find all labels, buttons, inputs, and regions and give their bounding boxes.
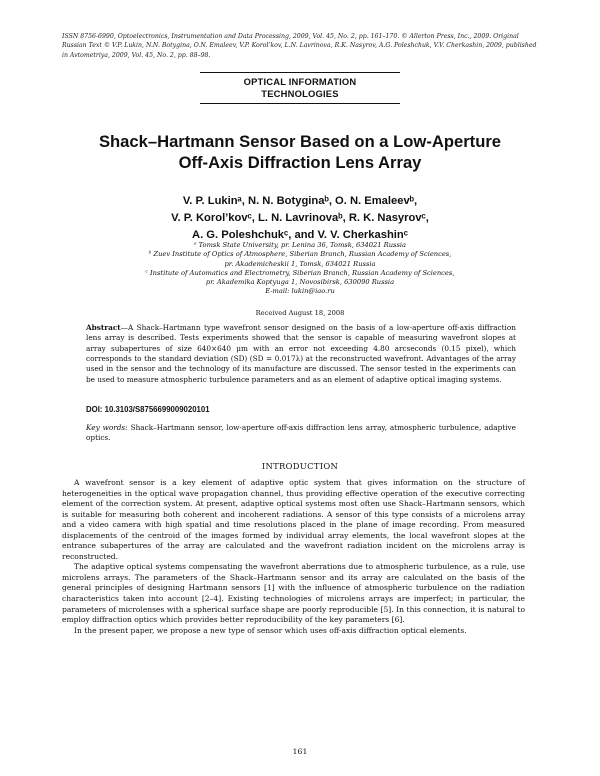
abstract-text: —A Shack–Hartmann type wavefront sensor designed on the basis of a low-aperture off-axis diffraction lens array is described. Tests experiments showed that the sensor is capable of measuring wavefront slopes at array subapertures of size 640×640 μm with an error not exceeding 4.80 arcseconds (0.15 pixel), which corresponds to the standard deviation (SD) (SD = 0.017λ) at the reconstructed wavefront. Advantages of the array used in the sensor and the technology of its manufacture are discussed. The sensor tested in the experiments can be used to measure atmospheric turbulence parameters and as an element of adaptive optical imaging systems.: [86, 323, 516, 384]
section-rule-bottom: [200, 103, 400, 104]
body-paragraph: In the present paper, we propose a new type of sensor which uses off-axis diffraction optical elements.: [74, 625, 467, 635]
author-line-2: V. P. Korol’kovᶜ, L. N. Lavrinovaᵇ, R. K. Nasyrovᶜ,: [171, 211, 429, 224]
paper-title-line-2: Off-Axis Diffraction Lens Array: [178, 152, 422, 172]
section-heading-line-1: OPTICAL INFORMATION: [243, 76, 357, 87]
affiliation-line: ᵃ Tomsk State University, pr. Lenina 36, Tomsk, 634021 Russia: [193, 241, 407, 249]
body-paragraph: A wavefront sensor is a key element of adaptive optic system that gives information on the structure of heterogeneities in the optical wave propagation channel, thus providing effective operation of the executive correcting element of the correction system. At present, adaptive optical systems most often use Shack–Hartmann sensors, which is suitable for measuring both coherent and incoherent radiations. A sensor of this type consists of a microlens array and a video camera with high spatial and time resolutions placed in the plane of image recording. From measured displacements of the centroid of the images formed by individual array elements, the local wavefront slopes at the entrance subapertures of the array are calculated and the wavefront radiation incident on the microlens array is reconstructed.: [62, 478, 525, 561]
author-line-3: A. G. Poleshchukᶜ, and V. V. Cherkashinᶜ: [192, 228, 408, 241]
section-heading: [200, 76, 400, 101]
author-line-1: V. P. Lukinᵃ, N. N. Botyginaᵇ, O. N. Emaleevᵇ,: [182, 195, 418, 207]
author-email: E-mail: lukin@iao.ru: [265, 287, 335, 296]
abstract-label: Abstract: [86, 323, 121, 332]
section-rule-top: [200, 72, 400, 73]
affiliation-line: ᵇ Zuev Institute of Optics of Atmosphere, Siberian Branch, Russian Academy of Sciences,: [148, 250, 452, 259]
abstract: [86, 323, 516, 385]
page-number: 161: [292, 747, 308, 756]
author-list: [60, 193, 540, 243]
publication-header-note: ISSN 8756-6990, Optoelectronics, Instrumentation and Data Processing, 2009, Vol. 45, No. 2, pp. 161–170. © Allerton Press, Inc., 2009. Original Russian Text © V.P. Lukin, N.N. Botygina, O.N. Emaleev, V.P. Korol’kov, L.N. Lavrinova, R.K. Nasyrov, A.G. Poleshchuk, V.V. Cherkashin, 2009, published in Avtometriya, 2009, Vol. 45, No. 2, pp. 88–98.: [62, 33, 537, 59]
keywords: [86, 423, 516, 444]
section-heading-line-2: TECHNOLOGIES: [261, 88, 339, 100]
paper-title-line-1: Shack–Hartmann Sensor Based on a Low-Aperture: [98, 132, 502, 151]
affiliation-line: pr. Akademicheskii 1, Tomsk, 634021 Russia: [224, 259, 376, 268]
body-paragraph: The adaptive optical systems compensating the wavefront aberrations due to atmospheric turbulence, as a rule, use microlens arrays. The parameters of the Shack–Hartmann sensor and its array are calculated on the basis of the general principles of designing Hartmann sensors [1] with the influence of atmospheric turbulence on the radiation characteristics taken into account [2–4]. Existing technologies of microlens arrays are imperfect; in particular, the parameters of microlenses with a spherical surface shape are poorly reproducible [5]. In this connection, it is natural to employ diffraction optics which provides better reproducibility of the key parameters [6].: [62, 562, 525, 625]
received-date: Received August 18, 2008: [255, 309, 345, 317]
affiliation-line: pr. Akademika Koptyuga 1, Novosibirsk, 630090 Russia: [205, 278, 395, 287]
affiliation-line: ᶜ Institute of Automatics and Electrometry, Siberian Branch, Russian Academy of Sciences,: [145, 268, 455, 277]
introduction-body: [62, 478, 525, 636]
keywords-text: Shack–Hartmann sensor, low-aperture off-axis diffraction lens array, atmospheric turbulence, adaptive optics.: [86, 423, 516, 443]
introduction-heading: INTRODUCTION: [261, 461, 339, 471]
keywords-label: Key words:: [86, 423, 128, 432]
doi: DOI: 10.3103/S8756699009020101: [86, 405, 210, 414]
paper-title: [60, 132, 540, 174]
affiliations: [60, 241, 540, 297]
